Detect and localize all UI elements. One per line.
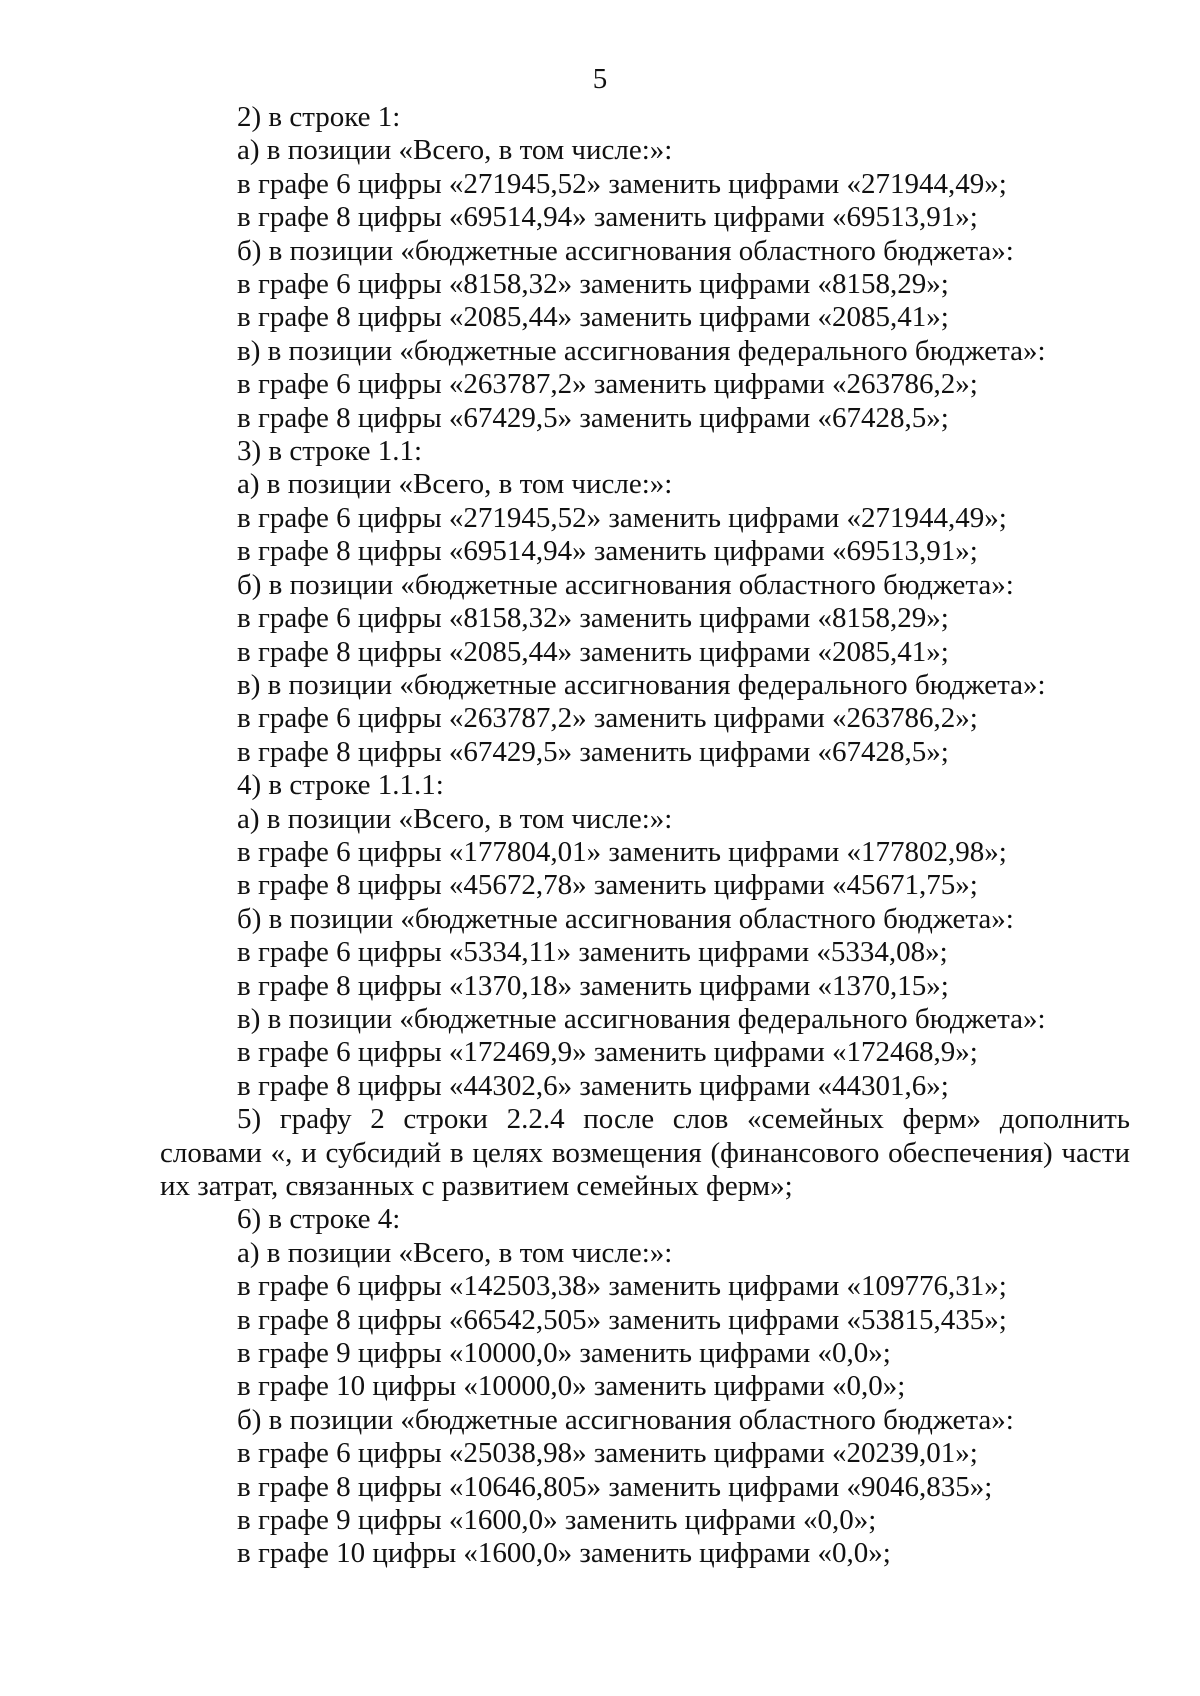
text-line: а) в позиции «Всего, в том числе:»: [237,802,673,835]
text-line: в графе 9 цифры «10000,0» заменить цифрами «0,0»; [237,1337,891,1370]
text-line: 6) в строке 4: [237,1203,401,1236]
text-line: в графе 9 цифры «1600,0» заменить цифрами «0,0»; [237,1504,877,1537]
text-line: в графе 6 цифры «172469,9» заменить цифрами «172468,9»; [237,1036,978,1069]
text-line: б) в позиции «бюджетные ассигнования областного бюджета»: [237,234,1014,267]
text-line: в графе 8 цифры «45672,78» заменить цифрами «45671,75»; [237,869,978,902]
text-line: в графе 6 цифры «5334,11» заменить цифрами «5334,08»; [237,936,948,969]
text-line: а) в позиции «Всего, в том числе:»: [237,1236,673,1269]
text-line: в графе 8 цифры «67429,5» заменить цифрами «67428,5»; [237,401,949,434]
text-line: в графе 8 цифры «1370,18» заменить цифрами «1370,15»; [237,969,949,1002]
text-line: в графе 8 цифры «2085,44» заменить цифрами «2085,41»; [237,301,949,334]
text-line: б) в позиции «бюджетные ассигнования областного бюджета»: [237,1403,1014,1436]
text-line: в графе 6 цифры «177804,01» заменить цифрами «177802,98»; [237,835,1007,868]
text-line: в) в позиции «бюджетные ассигнования федерального бюджета»: [237,668,1046,701]
text-line: в графе 6 цифры «8158,32» заменить цифрами «8158,29»; [237,602,949,635]
text-line: в графе 6 цифры «25038,98» заменить цифрами «20239,01»; [237,1437,978,1470]
text-line: в графе 6 цифры «271945,52» заменить цифрами «271944,49»; [237,167,1007,200]
text-line: в графе 6 цифры «263787,2» заменить цифрами «263786,2»; [237,368,978,401]
paragraph-5: 5) графу 2 строки 2.2.4 после слов «семейных ферм» дополнить словами «, и субсидий в целях возмещения (финансового обеспечения) части их затрат, связанных с развитием семейных ферм»; [160,1103,1130,1202]
text-line: в графе 8 цифры «2085,44» заменить цифрами «2085,41»; [237,635,949,668]
text-line: в) в позиции «бюджетные ассигнования федерального бюджета»: [237,334,1046,367]
text-line: в графе 6 цифры «271945,52» заменить цифрами «271944,49»; [237,501,1007,534]
text-line: в графе 8 цифры «66542,505» заменить цифрами «53815,435»; [237,1303,1007,1336]
text-line: 3) в строке 1.1: [237,435,423,468]
text-line: а) в позиции «Всего, в том числе:»: [237,468,673,501]
page-number: 5 [592,63,608,95]
text-line: в графе 6 цифры «263787,2» заменить цифрами «263786,2»; [237,702,978,735]
text-line: в графе 10 цифры «1600,0» заменить цифрами «0,0»; [237,1537,891,1570]
text-line: в графе 8 цифры «10646,805» заменить цифрами «9046,835»; [237,1470,993,1503]
document-body [160,101,1130,1571]
text-line: б) в позиции «бюджетные ассигнования областного бюджета»: [237,568,1014,601]
text-line: 4) в строке 1.1.1: [237,769,444,802]
text-line: в) в позиции «бюджетные ассигнования федерального бюджета»: [237,1002,1046,1035]
text-line: а) в позиции «Всего, в том числе:»: [237,134,673,167]
text-line: б) в позиции «бюджетные ассигнования областного бюджета»: [237,902,1014,935]
text-line: 2) в строке 1: [237,101,401,133]
text-line: в графе 6 цифры «8158,32» заменить цифрами «8158,29»; [237,268,949,301]
text-line: в графе 10 цифры «10000,0» заменить цифрами «0,0»; [237,1370,906,1403]
text-line: в графе 8 цифры «69514,94» заменить цифрами «69513,91»; [237,201,978,234]
text-line: в графе 8 цифры «67429,5» заменить цифрами «67428,5»; [237,735,949,768]
text-line: в графе 8 цифры «69514,94» заменить цифрами «69513,91»; [237,535,978,568]
text-line: в графе 8 цифры «44302,6» заменить цифрами «44301,6»; [237,1069,949,1102]
text-line: в графе 6 цифры «142503,38» заменить цифрами «109776,31»; [237,1270,1007,1303]
